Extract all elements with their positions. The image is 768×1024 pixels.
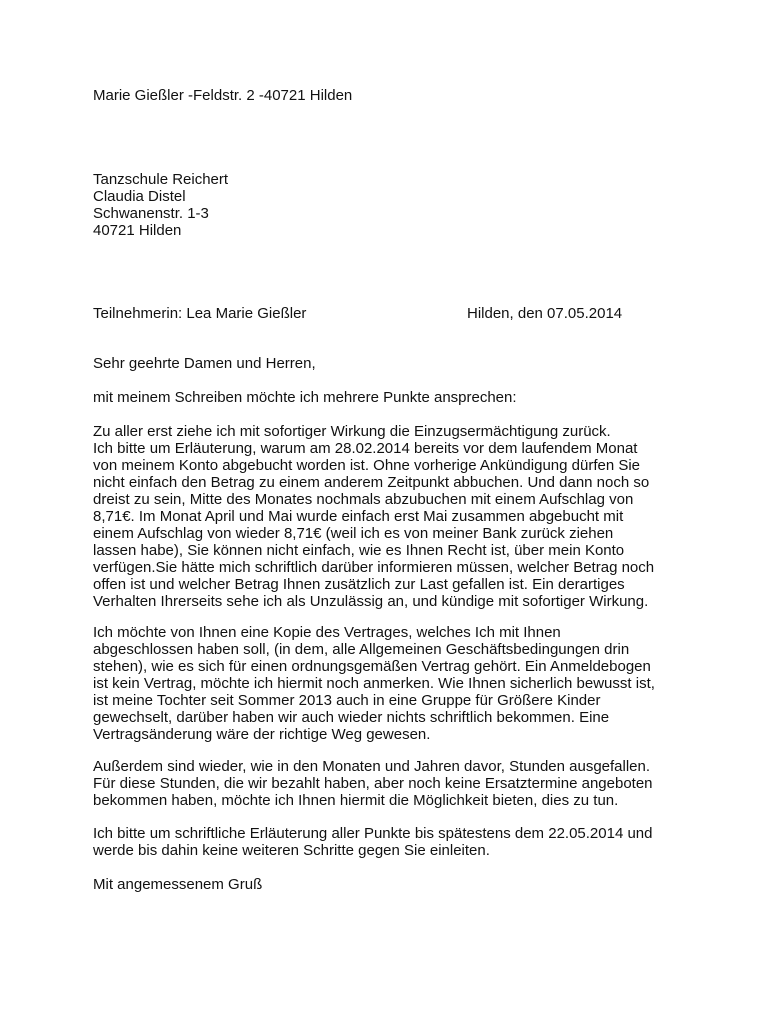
recipient-line: 40721 Hilden xyxy=(93,222,182,239)
paragraph-line: lassen habe), Sie können nicht einfach, wie es Ihnen Recht ist, über mein Konto xyxy=(93,542,625,559)
paragraph-withdrawal xyxy=(93,423,683,610)
paragraph-line: Ich möchte von Ihnen eine Kopie des Vertrages, welches Ich mit Ihnen xyxy=(93,624,561,641)
sender-line xyxy=(93,87,683,104)
paragraph-line: Verhalten Ihrerseits sehe ich als Unzulässig an, und kündige mit sofortiger Wirkung. xyxy=(93,593,649,610)
recipient-line: Schwanenstr. 1-3 xyxy=(93,205,209,222)
salutation xyxy=(93,355,683,372)
paragraph-line: Vertragsänderung wäre der richtige Weg gewesen. xyxy=(93,726,431,743)
paragraph-line: nicht einfach den Betrag zu einem anderem Zeitpunkt abbuchen. Und dann noch so xyxy=(93,474,650,491)
participant-name: Teilnehmerin: Lea Marie Gießler xyxy=(93,305,307,322)
recipient-address xyxy=(93,171,683,239)
recipient-line: Tanzschule Reichert xyxy=(93,171,229,188)
sender-address: Marie Gießler -Feldstr. 2 -40721 Hilden xyxy=(93,87,353,104)
paragraph-line: Ich bitte um schriftliche Erläuterung aller Punkte bis spätestens dem 22.05.2014 und xyxy=(93,825,653,842)
paragraph-contract xyxy=(93,624,683,743)
intro-text: mit meinem Schreiben möchte ich mehrere Punkte ansprechen: xyxy=(93,389,517,406)
paragraph-line: ist meine Tochter seit Sommer 2013 auch in eine Gruppe für Größere Kinder xyxy=(93,692,601,709)
paragraph-line: Ich bitte um Erläuterung, warum am 28.02.2014 bereits vor dem laufendem Monat xyxy=(93,440,638,457)
paragraph-deadline xyxy=(93,825,683,859)
paragraph-line: Außerdem sind wieder, wie in den Monaten und Jahren davor, Stunden ausgefallen. xyxy=(93,758,651,775)
paragraph-line: offen ist und welcher Betrag Ihnen zusätzlich zur Last gefallen ist. Ein derartiges xyxy=(93,576,625,593)
paragraph-line: 8,71€. Im Monat April und Mai wurde einfach erst Mai zusammen abgebucht mit xyxy=(93,508,624,525)
closing-text: Mit angemessenem Gruß xyxy=(93,876,263,893)
paragraph-line: bekommen haben, möchte ich Ihnen hiermit die Möglichkeit bieten, dies zu tun. xyxy=(93,792,619,809)
paragraph-line: verfügen.Sie hätte mich schriftlich darüber informieren müssen, welcher Betrag noch xyxy=(93,559,655,576)
paragraph-line: stehen), wie es sich für einen ordnungsgemäßen Vertrag gehört. Ein Anmeldebogen xyxy=(93,658,651,675)
paragraph-line: einem Aufschlag von wieder 8,71€ (weil ich es von meiner Bank zurück ziehen xyxy=(93,525,614,542)
closing xyxy=(93,876,683,893)
paragraph-cancelled-lessons xyxy=(93,758,683,809)
recipient-line: Claudia Distel xyxy=(93,188,186,205)
paragraph-line: gewechselt, darüber haben wir auch wieder nichts schriftlich bekommen. Eine xyxy=(93,709,610,726)
paragraph-line: Zu aller erst ziehe ich mit sofortiger Wirkung die Einzugsermächtigung zurück. xyxy=(93,423,611,440)
intro-paragraph xyxy=(93,389,683,406)
paragraph-line: ist kein Vertrag, möchte ich hiermit noch anmerken. Wie Ihnen sicherlich bewusst ist, xyxy=(93,675,655,692)
paragraph-line: dreist zu sein, Mitte des Monates nochmals abzubuchen mit einem Aufschlag von xyxy=(93,491,634,508)
place-date: Hilden, den 07.05.2014 xyxy=(467,305,623,322)
paragraph-line: Für diese Stunden, die wir bezahlt haben, aber noch keine Ersatztermine angeboten xyxy=(93,775,653,792)
salutation-text: Sehr geehrte Damen und Herren, xyxy=(93,355,316,372)
paragraph-line: von meinem Konto abgebucht worden ist. Ohne vorherige Ankündigung dürfen Sie xyxy=(93,457,641,474)
paragraph-line: abgeschlossen haben soll, (in dem, alle Allgemeinen Geschäftsbedingungen drin xyxy=(93,641,630,658)
paragraph-line: werde bis dahin keine weiteren Schritte gegen Sie einleiten. xyxy=(93,842,490,859)
